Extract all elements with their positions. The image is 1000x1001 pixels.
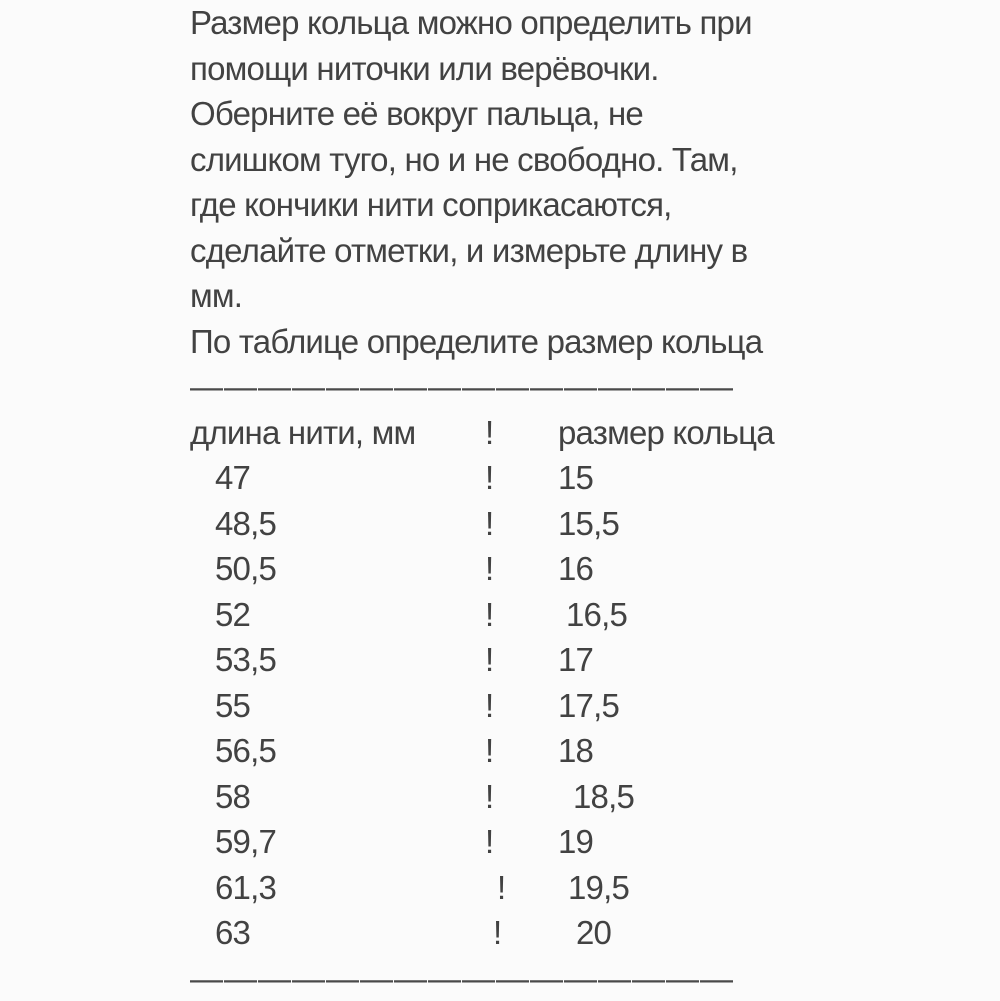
row-column-separator: ! [485, 592, 558, 638]
header-column-separator: ! [485, 410, 558, 456]
row-column-separator: ! [485, 637, 558, 683]
document-page [190, 0, 1000, 1001]
row-size-value: 20 [576, 910, 611, 956]
paragraph-line: Размер кольца можно определить при [190, 0, 1000, 46]
row-column-separator: ! [485, 728, 558, 774]
row-size-value: 17 [558, 637, 593, 683]
table-row [190, 865, 1000, 911]
row-length-value: 58 [190, 774, 485, 820]
table-header-row [190, 410, 1000, 456]
table-body [190, 455, 1000, 956]
table-row [190, 592, 1000, 638]
row-column-separator: ! [485, 819, 558, 865]
table-row [190, 546, 1000, 592]
row-length-value: 61,3 [190, 865, 485, 911]
table-row [190, 501, 1000, 547]
table-row [190, 637, 1000, 683]
header-size-label: размер кольца [558, 410, 774, 456]
paragraph-line: помощи ниточки или верёвочки. [190, 46, 1000, 92]
row-length-value: 52 [190, 592, 485, 638]
table-row [190, 455, 1000, 501]
row-size-value: 16,5 [566, 592, 627, 638]
row-column-separator: ! [485, 546, 558, 592]
row-length-value: 53,5 [190, 637, 485, 683]
row-length-value: 55 [190, 683, 485, 729]
row-size-value: 16 [558, 546, 593, 592]
paragraph-line: мм. [190, 273, 1000, 319]
row-size-value: 18 [558, 728, 593, 774]
table-row [190, 774, 1000, 820]
row-length-value: 59,7 [190, 819, 485, 865]
paragraph-line: сделайте отметки, и измерьте длину в [190, 228, 1000, 274]
row-column-separator: ! [497, 865, 570, 911]
paragraph-line: слишком туго, но и не свободно. Там, [190, 137, 1000, 183]
ring-size-table [190, 410, 1000, 956]
row-size-value: 17,5 [558, 683, 619, 729]
row-length-value: 63 [190, 910, 485, 956]
row-size-value: 19 [558, 819, 593, 865]
row-size-value: 18,5 [573, 774, 634, 820]
row-column-separator: ! [485, 501, 558, 547]
row-size-value: 15 [558, 455, 593, 501]
row-length-value: 47 [190, 455, 485, 501]
table-row [190, 910, 1000, 956]
row-size-value: 19,5 [568, 865, 629, 911]
header-length-label: длина нити, мм [190, 410, 485, 456]
table-row [190, 683, 1000, 729]
instructions-paragraph [190, 0, 1000, 364]
row-length-value: 48,5 [190, 501, 485, 547]
paragraph-line: где кончики нити соприкасаются, [190, 182, 1000, 228]
table-row [190, 819, 1000, 865]
row-column-separator: ! [493, 910, 566, 956]
row-column-separator: ! [485, 683, 558, 729]
separator-line-top: ———————————————— [190, 364, 1000, 410]
row-length-value: 50,5 [190, 546, 485, 592]
row-length-value: 56,5 [190, 728, 485, 774]
row-column-separator: ! [485, 455, 558, 501]
paragraph-line: Оберните её вокруг пальца, не [190, 91, 1000, 137]
table-row [190, 728, 1000, 774]
paragraph-line: По таблице определите размер кольца [190, 319, 1000, 365]
row-size-value: 15,5 [558, 501, 619, 547]
separator-line-bottom: ———————————————— [190, 956, 1000, 1001]
row-column-separator: ! [485, 774, 558, 820]
